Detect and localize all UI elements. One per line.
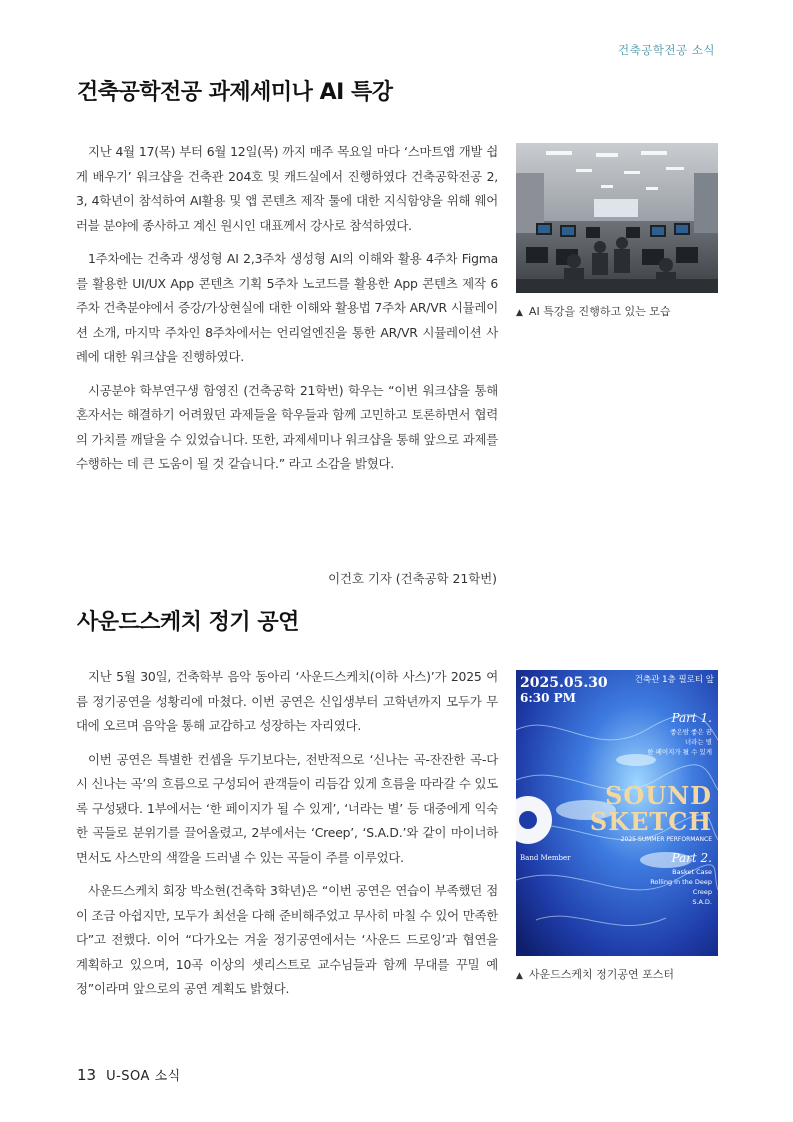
poster-part1: Part 1. [671,711,712,725]
paragraph: 1주차에는 건축과 생성형 AI 2,3주차 생성형 AI의 이해와 활용 4주차 Figma를 활용한 UI/UX App 콘텐츠 기획 5주차 노코드를 활용한 App 콘텐츠 제작 6주차 건축분야에서 증강/가상현실에 대한 이해와 활용법 7주차 AR/VR 시뮬레이션 소개, 마지막 주차인 8주차에서는 언리얼엔진을 통한 AR/VR 시뮬레이션 사례에 대한 워크샵을 진행하였다. [76,251,498,364]
triangle-up-icon: ▲ [516,971,523,981]
paragraph: 시공분야 학부연구생 함영진 (건축공학 21학번) 학우는 “이번 워크샵을 통해 혼자서는 해결하기 어려웠던 과제들을 학우들과 함께 고민하고 토론하면서 협력의 가치를 깨달을 수 있었습니다. 또한, 과제세미나 워크샵을 통해 앞으로 과제를 수행하는 데 큰 도움이 될 것 같습니다.” 라고 소감을 밝혔다. [76,382,498,471]
poster-part2-song: Basket Case [672,868,712,876]
poster-part1-song: 좋은밤 좋은 꿈 [670,728,712,736]
poster-caption [516,966,674,982]
article-body-sound-sketch [76,665,498,1011]
article-body-ai-lecture [76,140,498,486]
caption-text: AI 특강을 진행하고 있는 모습 [528,305,671,318]
magazine-name: U-SOA 소식 [106,1069,181,1084]
page-number: 13 [77,1066,97,1084]
paragraph: 지난 4월 17(목) 부터 6월 12일(목) 까지 매주 목요일 마다 ‘스마트앱 개발 쉽게 배우기’ 워크샵을 건축관 204호 및 캐드실에서 진행하였다 건축공학전공 2, 3, 4학년이 참석하여 AI활용 및 앱 콘텐츠 제작 툴에 대한 지식함양을 위해 웨어러블 분야에 종사하고 계신 원시인 대표께서 강사로 참석하였다. [76,144,498,233]
page-footer [77,1065,181,1084]
article-title-ai-lecture: 건축공학전공 과제세미나 AI 특강 [77,80,393,105]
byline: 이건호 기자 (건축공학 21학번) [328,571,497,586]
poster-title-line1: SOUND [605,781,712,810]
paragraph: 지난 5월 30일, 건축학부 음악 동아리 ‘사운드스케치(이하 사스)’가 2025 여름 정기공연을 성황리에 마쳤다. 이번 공연은 신입생부터 고학년까지 모두가 무대에 오르며 음악을 통해 교감하고 성장하는 자리였다. [76,669,498,733]
lecture-photo [516,143,718,293]
section-label: 건축공학전공 소식 [617,43,715,57]
concert-poster [516,670,718,956]
triangle-up-icon: ▲ [516,308,523,318]
article-title-sound-sketch: 사운드스케치 정기 공연 [77,610,299,635]
poster-venue: 건축관 1층 필로티 앞 [634,675,714,685]
poster-part2-song: S.A.D. [692,898,712,906]
poster-time: 6:30 PM [520,691,576,705]
paragraph: 사운드스케치 회장 박소현(건축학 3학년)은 “이번 공연은 연습이 부족했던 점이 조금 아쉽지만, 모두가 최선을 다해 준비해주었고 무사히 마칠 수 있어 만족한다”고 전했다. 이어 “다가오는 겨울 정기공연에서는 ‘사운드 드로잉’과 협연을 계획하고 있으며, 10곡 이상의 셋리스트로 교수님들과 함께 무대를 꾸밀 예정”이라며 앞으로의 공연 계획도 밝혔다. [76,883,498,996]
paragraph: 이번 공연은 특별한 컨셉을 두기보다는, 전반적으로 ‘신나는 곡-잔잔한 곡-다시 신나는 곡’의 흐름으로 구성되어 관객들이 리듬감 있게 흐름을 따라갈 수 있도록 구성됐다. 1부에서는 ‘한 페이지가 될 수 있게’, ‘너라는 별’ 등 대중에게 익숙한 곡들로 분위기를 끌어올렸고, 2부에서는 ‘Creep’, ‘S.A.D.’와 같이 마이너하면서도 사스만의 색깔을 드러낼 수 있는 곡들이 주를 이루었다. [76,751,498,865]
poster-title-line2: SKETCH [589,807,712,836]
poster-part2: Part 2. [671,851,712,865]
poster-part2-song: Creep [692,888,712,896]
poster-part1-song: 한 페이지가 될 수 있게 [647,748,712,756]
photo-caption [516,303,671,319]
poster-part1-song: 너라는 별 [684,738,712,746]
caption-text: 사운드스케치 정기공연 포스터 [528,968,675,981]
poster-part2-song: Rolling in the Deep [650,878,712,886]
poster-date: 2025.05.30 [520,675,608,691]
poster-band: Band Member [520,854,571,862]
poster-subtitle: 2025 SUMMER PERFORMANCE [620,836,712,843]
